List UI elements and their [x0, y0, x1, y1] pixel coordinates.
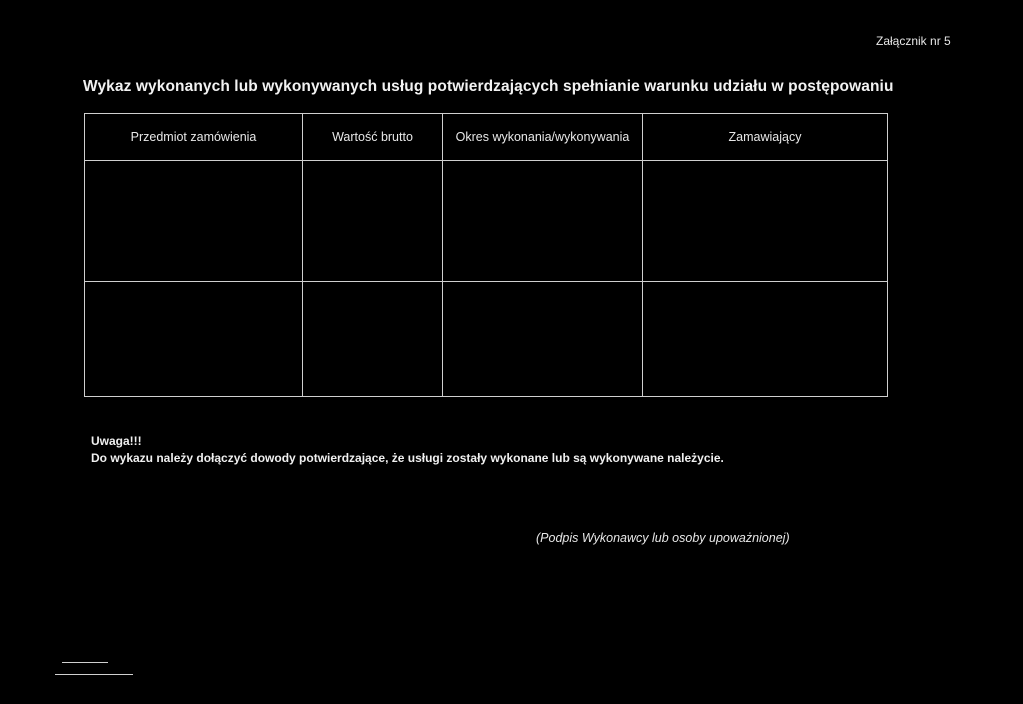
table-row [85, 282, 888, 397]
table-cell [643, 161, 888, 282]
note-heading: Uwaga!!! [91, 434, 142, 448]
header-period: Okres wykonania/wykonywania [443, 114, 643, 161]
header-subject: Przedmiot zamówienia [85, 114, 303, 161]
table-cell [85, 282, 303, 397]
signature-caption: (Podpis Wykonawcy lub osoby upoważnionej) [536, 531, 790, 545]
table-row [85, 161, 888, 282]
footnote-rule [62, 662, 108, 663]
table-cell [85, 161, 303, 282]
footnote-rule [55, 674, 133, 675]
header-gross-value: Wartość brutto [303, 114, 443, 161]
note-text: Do wykazu należy dołączyć dowody potwierdzające, że usługi zostały wykonane lub są wykonywane należycie. [91, 451, 724, 465]
table-header-row [85, 114, 888, 161]
table-cell [303, 161, 443, 282]
table-cell [643, 282, 888, 397]
table-cell [443, 282, 643, 397]
annex-label: Załącznik nr 5 [876, 34, 951, 48]
table-cell [443, 161, 643, 282]
document-title: Wykaz wykonanych lub wykonywanych usług potwierdzających spełnianie warunku udziału w postępowaniu [83, 78, 894, 95]
table-cell [303, 282, 443, 397]
header-ordering-party: Zamawiający [643, 114, 888, 161]
services-table [84, 113, 888, 397]
